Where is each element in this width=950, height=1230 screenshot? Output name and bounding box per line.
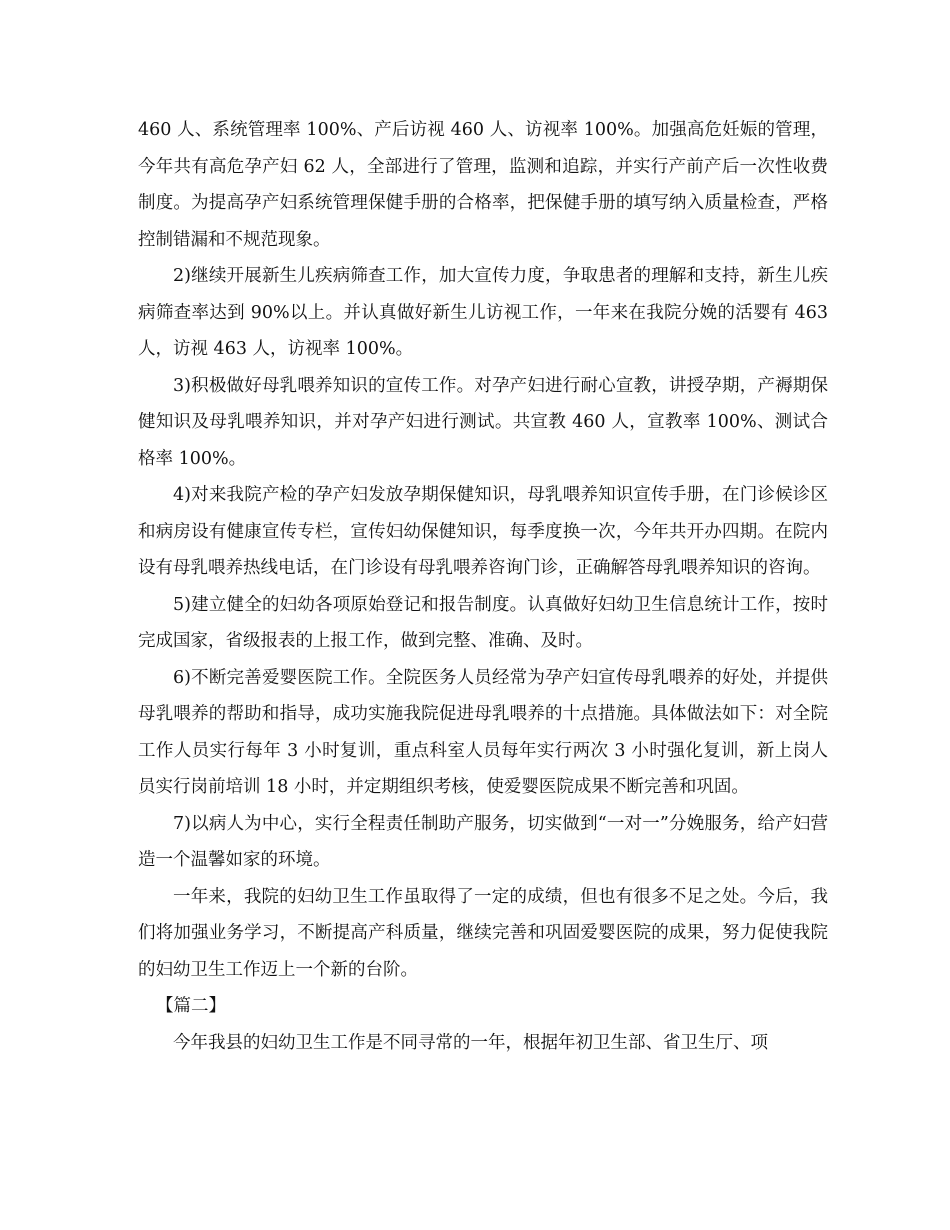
section-heading: 【篇二】 (156, 996, 226, 1016)
paragraph-3: 3)积极做好母乳喂养知识的宣传工作。对孕产妇进行耐心宣教，讲授孕期，产褥期保健知识及母乳喂养知识，并对孕产妇进行测试。共宣教 460 人，宣教率 100%、测试合格率 100%。 (138, 375, 828, 469)
paragraph-1: 460 人、系统管理率 100%、产后访视 460 人、访视率 100%。加强高危妊娠的管理，今年共有高危孕产妇 62 人，全部进行了管理，监测和追踪，并实行产前产后一次性收费制度。为提高孕产妇系统管理保健手册的合格率，把保健手册的填写纳入质量检查，严格控制错漏和不规范现象。 (138, 120, 828, 250)
paragraph-5: 5)建立健全的妇幼各项原始登记和报告制度。认真做好妇幼卫生信息统计工作，按时完成国家，省级报表的上报工作，做到完整、准确、及时。 (138, 594, 828, 651)
paragraph-2: 2)继续开展新生儿疾病筛查工作，加大宣传力度，争取患者的理解和支持，新生儿疾病筛查率达到 90%以上。并认真做好新生儿访视工作，一年来在我院分娩的活婴有 463 人，访视 463 人，访视率 100%。 (138, 266, 828, 359)
paragraph-4: 4)对来我院产检的孕产妇发放孕期保健知识，母乳喂养知识宣传手册，在门诊候诊区和病房设有健康宣传专栏，宣传妇幼保健知识，每季度换一次，今年共开办四期。在院内设有母乳喂养热线电话，在门诊设有母乳喂养咨询门诊，正确解答母乳喂养知识的咨询。 (138, 485, 828, 578)
paragraph-9: 今年我县的妇幼卫生工作是不同寻常的一年，根据年初卫生部、省卫生厅、项 (173, 1032, 768, 1053)
paragraph-7: 7)以病人为中心，实行全程责任制助产服务，切实做到“一对一”分娩服务，给产妇营造一个温馨如家的环境。 (138, 813, 828, 870)
paragraph-8: 一年来，我院的妇幼卫生工作虽取得了一定的成绩，但也有很多不足之处。今后，我们将加强业务学习，不断提高产科质量，继续完善和巩固爱婴医院的成果，努力促使我院的妇幼卫生工作迈上一个新的台阶。 (138, 886, 828, 980)
document-body (138, 112, 828, 1061)
paragraph-6: 6)不断完善爱婴医院工作。全院医务人员经常为孕产妇宣传母乳喂养的好处，并提供母乳喂养的帮助和指导，成功实施我院促进母乳喂养的十点措施。具体做法如下：对全院工作人员实行每年 3 小时复训，重点科室人员每年实行两次 3 小时强化复训，新上岗人员实行岗前培训 18 小时，并定期组织考核，使爱婴医院成果不断完善和巩固。 (138, 667, 828, 797)
